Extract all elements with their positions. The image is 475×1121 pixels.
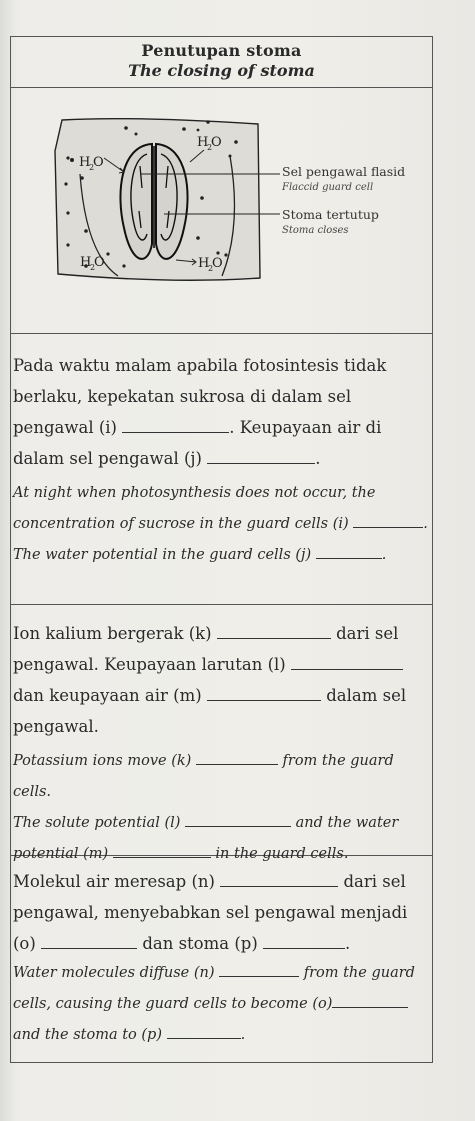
section3-malay: Molekul air meresap (n) dari sel pengawal, menyebabkan sel pengawal menjadi (o) dan stoma (p) . xyxy=(13,872,408,953)
svg-text:2: 2 xyxy=(208,264,214,273)
blank-o-english[interactable] xyxy=(332,1007,408,1008)
svg-text:O: O xyxy=(212,256,223,271)
title-malay: Penutupan stoma xyxy=(141,41,302,60)
title-english: The closing of stoma xyxy=(128,61,315,80)
section2-malay: Ion kalium bergerak (k) dari sel pengawal. Keupayaan larutan (l) dan keupayaan air (m) dalam sel pengawal. xyxy=(13,624,407,736)
stoma-diagram xyxy=(52,116,432,286)
stoma-illustration xyxy=(55,119,260,281)
blank-p-english[interactable] xyxy=(167,1038,241,1039)
svg-text:H: H xyxy=(198,256,210,271)
svg-text:H: H xyxy=(79,155,91,170)
divider-diagram xyxy=(10,333,433,334)
blank-k-malay[interactable] xyxy=(217,638,331,639)
blank-n-english[interactable] xyxy=(219,976,299,977)
section1-malay: Pada waktu malam apabila fotosintesis tidak berlaku, kepekatan sukrosa di dalam sel pengawal (i) . Keupayaan air di dalam sel pengawal (j) . xyxy=(13,356,387,468)
svg-text:2: 2 xyxy=(89,163,95,172)
blank-l-malay[interactable] xyxy=(291,669,403,670)
blank-j-malay[interactable] xyxy=(207,463,315,464)
blank-i-english[interactable] xyxy=(353,527,423,528)
label-stoma-english: Stoma closes xyxy=(282,225,349,236)
blank-i-malay[interactable] xyxy=(122,432,229,433)
svg-text:O: O xyxy=(211,135,222,150)
blank-j-english[interactable] xyxy=(316,558,382,559)
blank-p-malay[interactable] xyxy=(263,948,345,949)
svg-text:O: O xyxy=(93,155,104,170)
label-stoma-malay: Stoma tertutup xyxy=(282,207,379,222)
label-guard-cell-english: Flaccid guard cell xyxy=(282,182,374,193)
blank-n-malay[interactable] xyxy=(220,886,338,887)
blank-m-english[interactable] xyxy=(113,857,211,858)
section1-english: At night when photosynthesis does not occur, the concentration of sucrose in the guard cells (i) . The water potential in the guard cells (j) . xyxy=(13,485,428,563)
label-guard-cell-malay: Sel pengawal flasid xyxy=(282,164,406,179)
section3-english: Water molecules diffuse (n) from the guard cells, causing the guard cells to become (o) and the stoma to (p) . xyxy=(13,965,415,1043)
svg-text:H: H xyxy=(80,255,92,270)
blank-l-english[interactable] xyxy=(185,826,291,827)
svg-text:H: H xyxy=(197,135,209,150)
blank-o-malay[interactable] xyxy=(41,948,137,949)
svg-text:2: 2 xyxy=(90,263,96,272)
divider-section1 xyxy=(10,604,433,605)
blank-m-malay[interactable] xyxy=(207,700,321,701)
svg-text:2: 2 xyxy=(207,143,213,152)
blank-k-english[interactable] xyxy=(196,764,278,765)
svg-text:O: O xyxy=(94,255,105,270)
divider-title xyxy=(10,87,433,88)
section2-english: Potassium ions move (k) from the guard cells. The solute potential (l) and the water potential (m) in the guard cells. xyxy=(13,753,399,862)
